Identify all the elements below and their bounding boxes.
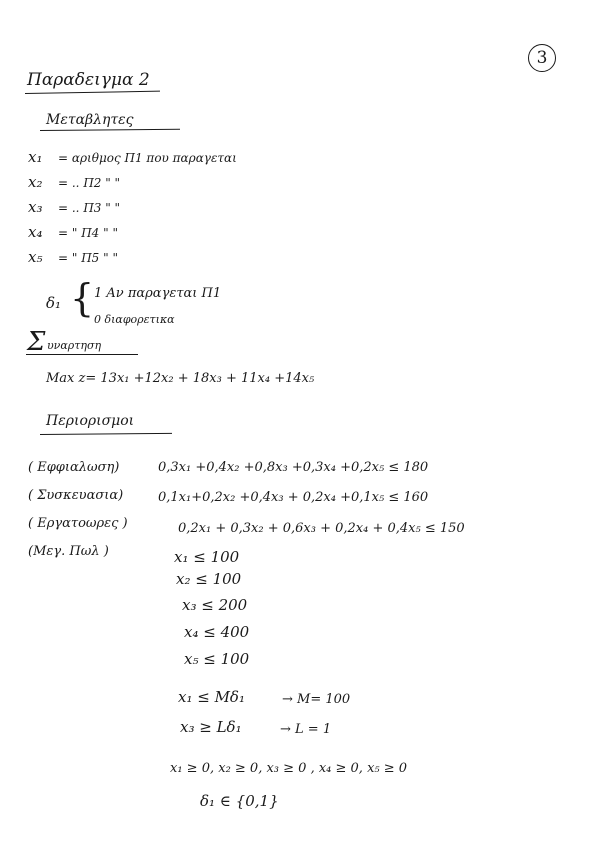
binary-constraint: δ₁ ∈ {0,1} (200, 792, 279, 810)
variable-name: x₃ (28, 198, 43, 216)
constraint-expression: 0,2x₁ + 0,3x₂ + 0,6x₃ + 0,2x₄ + 0,4x₅ ≤ 150 (178, 521, 465, 536)
left-brace: { (70, 276, 95, 320)
variable-description: = " Π4 " " (58, 226, 118, 240)
non-negativity-constraints: x₁ ≥ 0, x₂ ≥ 0, x₃ ≥ 0 , x₄ ≥ 0, x₅ ≥ 0 (170, 761, 408, 776)
linking-expression: x₁ ≤ Mδ₁ (178, 688, 245, 706)
delta-symbol: δ₁ (46, 294, 62, 312)
variables-heading-underline (40, 129, 180, 131)
constraint-expression: 0,1x₁+0,2x₂ +0,4x₃ + 0,2x₄ +0,1x₅ ≤ 160 (158, 490, 429, 505)
variable-name: x₅ (28, 248, 43, 266)
bound: x₂ ≤ 100 (176, 570, 242, 588)
bound: x₃ ≤ 200 (182, 596, 248, 614)
bound: x₄ ≤ 400 (184, 623, 250, 641)
variables-heading: Μεταβλητες (46, 112, 134, 128)
page-title: Παραδειγμα 2 (27, 70, 150, 90)
sigma-letter: Σ (27, 327, 46, 357)
constraints-heading: Περιορισμοι (46, 413, 135, 429)
variable-description: = αριθμος Π1 που παραγεται (58, 151, 237, 165)
title-underline (25, 91, 160, 94)
objective-heading-underline (26, 354, 138, 355)
constraint-label: ( Εφφιαλωση) (28, 460, 120, 475)
delta-case-zero: 0 διαφορετικα (94, 313, 175, 326)
linking-expression: x₃ ≥ Lδ₁ (180, 718, 242, 736)
variable-name: x₄ (28, 223, 43, 241)
constraint-label: ( Εργατοωρες ) (28, 516, 128, 531)
constraint-label: (Μεγ. Πωλ ) (28, 544, 109, 559)
variable-description: = .. Π2 " " (58, 176, 121, 190)
constraint-expression: 0,3x₁ +0,4x₂ +0,8x₃ +0,3x₄ +0,2x₅ ≤ 180 (158, 460, 429, 475)
variable-description: = .. Π3 " " (58, 201, 121, 215)
bound: x₅ ≤ 100 (184, 650, 250, 668)
linking-note: → L = 1 (280, 722, 332, 737)
variable-description: = " Π5 " " (58, 251, 118, 265)
objective-function: Max z= 13x₁ +12x₂ + 18x₃ + 11x₄ +14x₅ (46, 371, 315, 386)
constraints-heading-underline (40, 433, 172, 435)
constraint-expression: x₁ ≤ 100 (174, 548, 240, 566)
delta-case-one: 1 Αν παραγεται Π1 (94, 286, 222, 301)
constraint-label: ( Συσκευασια) (28, 488, 124, 503)
variable-name: x₂ (28, 173, 43, 191)
objective-heading: υναρτηση (47, 339, 102, 352)
page-number: 3 (528, 44, 556, 72)
variable-name: x₁ (28, 148, 43, 166)
linking-note: → M= 100 (282, 692, 351, 707)
